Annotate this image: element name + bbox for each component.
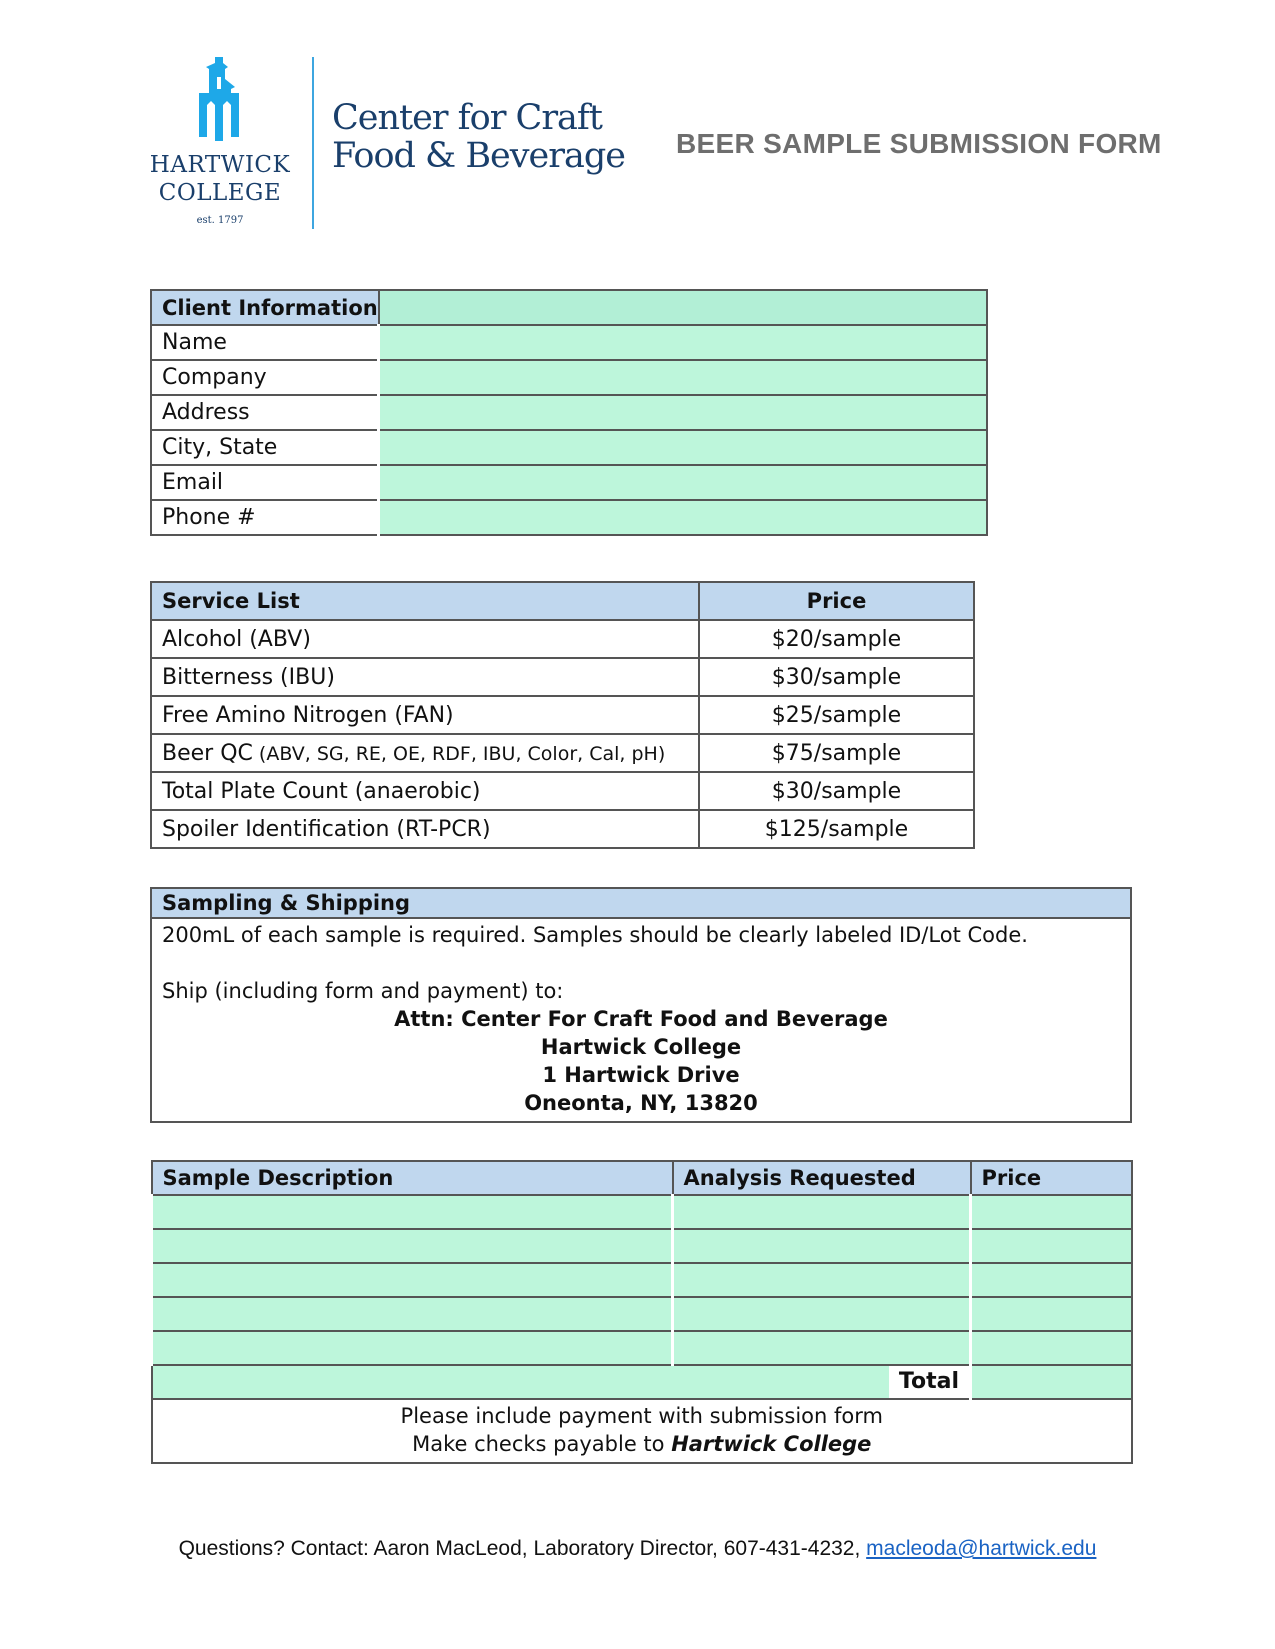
service-price: $30/sample: [699, 658, 974, 696]
established-year: est. 1797: [196, 215, 244, 226]
service-detail: (ABV, SG, RE, OE, RDF, IBU, Color, Cal, pH): [252, 742, 666, 765]
service-name-cell: [151, 734, 699, 772]
client-row-name: [151, 325, 987, 360]
service-name: Total Plate Count (anaerobic): [151, 772, 699, 810]
sampling-shipping-box: [150, 887, 1132, 1123]
hartwick-logo: [145, 55, 625, 235]
contact-email-link[interactable]: macleoda@hartwick.edu: [866, 1537, 1097, 1560]
service-name: Free Amino Nitrogen (FAN): [151, 696, 699, 734]
email-field[interactable]: [379, 465, 987, 500]
field-label: Email: [151, 465, 379, 500]
table-row: [151, 658, 974, 696]
shipping-address: Attn: Center For Craft Food and Beverage Hartwick College 1 Hartwick Drive Oneonta, NY, 13820: [394, 1007, 888, 1115]
phone-field[interactable]: [379, 500, 987, 535]
price-heading: Price: [699, 582, 974, 620]
service-name: Spoiler Identification (RT-PCR): [151, 810, 699, 848]
field-label: City, State: [151, 430, 379, 465]
field-label: Address: [151, 395, 379, 430]
price-input[interactable]: [971, 1297, 1133, 1331]
table-row: [152, 1297, 1133, 1331]
price-input[interactable]: [971, 1263, 1133, 1297]
company-field[interactable]: [379, 360, 987, 395]
table-row: [151, 772, 974, 810]
price-heading: Price: [971, 1161, 1133, 1195]
analysis-requested-input[interactable]: [673, 1331, 971, 1365]
service-name: Alcohol (ABV): [151, 620, 699, 658]
payee-name: Hartwick College: [671, 1432, 872, 1456]
field-label: Phone #: [151, 500, 379, 535]
table-row: [151, 734, 974, 772]
page-title: BEER SAMPLE SUBMISSION FORM: [676, 128, 1162, 159]
sample-description-input[interactable]: [152, 1331, 673, 1365]
service-list-table: [150, 581, 975, 849]
payment-note: Please include payment with submission form Make checks payable to Hartwick College: [152, 1399, 1133, 1463]
client-row-company: [151, 360, 987, 395]
service-price: $30/sample: [699, 772, 974, 810]
price-input[interactable]: [971, 1229, 1133, 1263]
client-info-heading-fill: [379, 290, 987, 325]
table-row: [151, 620, 974, 658]
analysis-requested-input[interactable]: [673, 1263, 971, 1297]
center-name: Center for Craft Food & Beverage: [332, 98, 625, 176]
ship-to-text: Ship (including form and payment) to:: [162, 979, 564, 1003]
analysis-requested-input[interactable]: [673, 1297, 971, 1331]
sample-description-input[interactable]: [152, 1297, 673, 1331]
service-list-heading: Service List: [151, 582, 699, 620]
college-tower-icon: [195, 57, 243, 141]
field-label: Name: [151, 325, 379, 360]
field-label: Company: [151, 360, 379, 395]
client-row-email: [151, 465, 987, 500]
contact-footer: [0, 1537, 1275, 1561]
table-row: [151, 810, 974, 848]
service-price: $20/sample: [699, 620, 974, 658]
total-row: [152, 1365, 1133, 1399]
price-input[interactable]: [971, 1195, 1133, 1229]
client-info-heading: Client Information: [151, 290, 379, 325]
sample-description-input[interactable]: [152, 1229, 673, 1263]
table-row: [152, 1331, 1133, 1365]
analysis-requested-heading: Analysis Requested: [673, 1161, 971, 1195]
college-name: HARTWICK COLLEGE: [149, 152, 291, 206]
sample-description-heading: Sample Description: [152, 1161, 673, 1195]
table-row: [151, 696, 974, 734]
analysis-requested-input[interactable]: [673, 1195, 971, 1229]
name-field[interactable]: [379, 325, 987, 360]
analysis-requested-input[interactable]: [673, 1229, 971, 1263]
service-price: $25/sample: [699, 696, 974, 734]
client-row-city-state: [151, 430, 987, 465]
sample-requirement-text: 200mL of each sample is required. Samples should be clearly labeled ID/Lot Code.: [162, 923, 1028, 947]
table-row: [152, 1229, 1133, 1263]
logo-divider: [312, 57, 314, 229]
sample-description-input[interactable]: [152, 1195, 673, 1229]
client-row-phone: [151, 500, 987, 535]
total-label-cell: [152, 1365, 971, 1399]
sampling-shipping-heading: Sampling & Shipping: [152, 889, 1130, 919]
city-state-field[interactable]: [379, 430, 987, 465]
sample-submission-table: [150, 1160, 1133, 1464]
service-price: $75/sample: [699, 734, 974, 772]
sample-description-input[interactable]: [152, 1263, 673, 1297]
total-label: Total: [889, 1366, 969, 1398]
address-field[interactable]: [379, 395, 987, 430]
price-input[interactable]: [971, 1331, 1133, 1365]
service-name: Beer QC: [162, 740, 253, 766]
total-price-input[interactable]: [971, 1365, 1133, 1399]
contact-text: Questions? Contact: Aaron MacLeod, Laboratory Director, 607-431-4232,: [178, 1537, 867, 1560]
client-info-table: [150, 289, 988, 536]
service-name: Bitterness (IBU): [151, 658, 699, 696]
service-price: $125/sample: [699, 810, 974, 848]
client-row-address: [151, 395, 987, 430]
table-row: [152, 1263, 1133, 1297]
table-row: [152, 1195, 1133, 1229]
